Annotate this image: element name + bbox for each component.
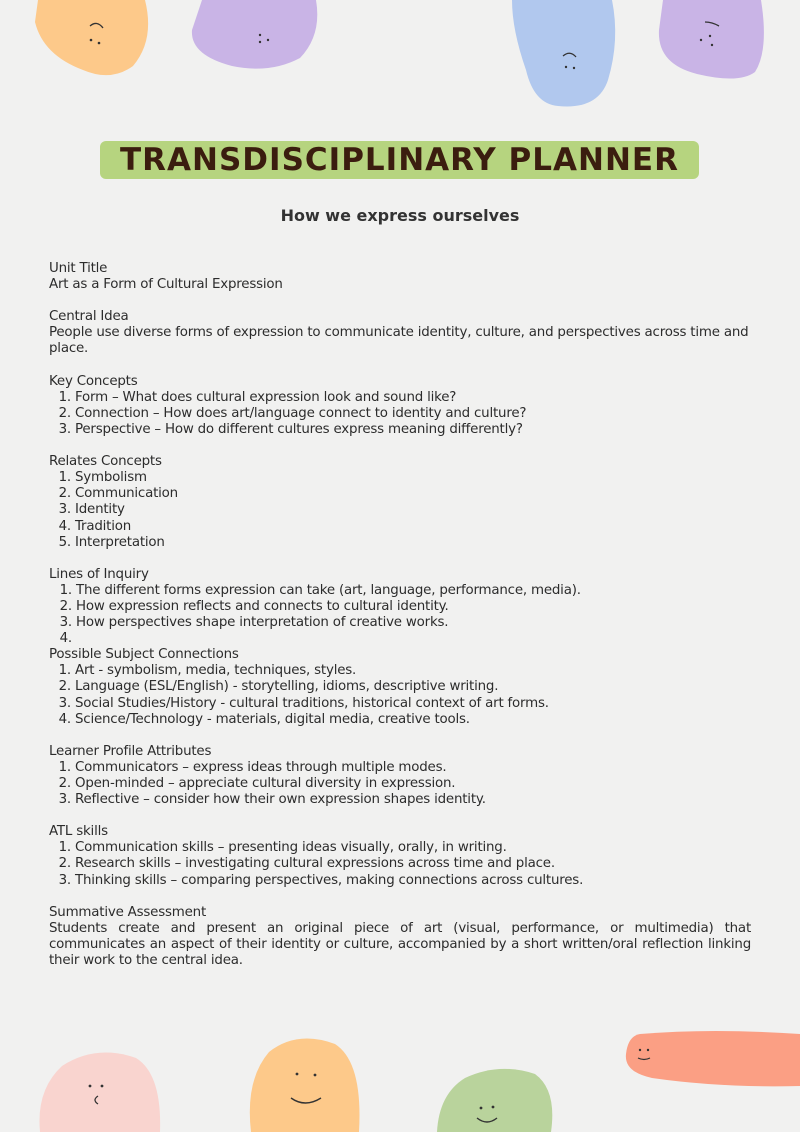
related-concepts-list	[49, 470, 751, 550]
key-concepts-label: Key Concepts	[49, 373, 138, 389]
related-concepts-section	[49, 454, 751, 551]
orange-blob-bottom	[247, 1036, 363, 1132]
list-item: 3. Perspective – How do different cultures express meaning differently?	[75, 422, 751, 438]
coral-blob-bottom-right	[622, 1030, 800, 1088]
summative-assessment-section	[49, 905, 751, 969]
purple-blob-top-right	[655, 0, 767, 82]
list-item: 1. Art - symbolism, media, techniques, styles.	[75, 663, 751, 679]
central-idea-label: Central Idea	[49, 309, 129, 325]
pink-blob-bottom-left	[36, 1050, 162, 1132]
lines-of-inquiry-label: Lines of Inquiry	[49, 566, 149, 582]
page-title: TRANSDISCIPLINARY PLANNER	[120, 141, 679, 178]
list-item: 2. How expression reflects and connects to cultural identity.	[76, 599, 751, 615]
lines-of-inquiry-section	[49, 567, 751, 647]
learner-profile-label: Learner Profile Attributes	[49, 743, 212, 759]
planner-content	[49, 261, 751, 985]
list-item: 1. The different forms expression can take (art, language, performance, media).	[76, 583, 751, 599]
list-item: 3. Reflective – consider how their own expression shapes identity.	[75, 792, 751, 808]
list-item: 1. Communicators – express ideas through multiple modes.	[75, 760, 751, 776]
title-banner	[100, 141, 699, 179]
list-item: 2. Open-minded – appreciate cultural diversity in expression.	[75, 776, 751, 792]
list-item: 3. Identity	[75, 502, 751, 518]
purple-blob-top-left	[190, 0, 320, 75]
unit-title-value: Art as a Form of Cultural Expression	[49, 277, 283, 293]
subject-connections-section	[49, 647, 751, 727]
list-item: 2. Research skills – investigating cultural expressions across time and place.	[75, 856, 751, 872]
list-item: 2. Communication	[75, 486, 751, 502]
lines-of-inquiry-list	[49, 583, 751, 647]
atl-skills-label: ATL skills	[49, 824, 108, 840]
unit-title-label: Unit Title	[49, 261, 108, 276]
atl-skills-list	[49, 840, 751, 888]
list-item: 1. Communication skills – presenting ideas visually, orally, in writing.	[75, 840, 751, 856]
learner-profile-section	[49, 744, 751, 808]
orange-blob-top-left	[33, 0, 153, 80]
subject-connections-list	[49, 663, 751, 727]
learner-profile-list	[49, 760, 751, 808]
list-item: 2. Language (ESL/English) - storytelling, idioms, descriptive writing.	[75, 679, 751, 695]
list-item: 3. Thinking skills – comparing perspectives, making connections across cultures.	[75, 873, 751, 889]
list-item: 1. Form – What does cultural expression look and sound like?	[75, 390, 751, 406]
list-item	[76, 631, 751, 647]
green-blob-bottom	[435, 1068, 555, 1132]
list-item: 1. Symbolism	[75, 470, 751, 486]
atl-skills-section	[49, 824, 751, 888]
key-concepts-section	[49, 374, 751, 438]
central-idea-value: People use diverse forms of expression to communicate identity, culture, and perspectives across time and place.	[49, 325, 749, 357]
list-item: 5. Interpretation	[75, 535, 751, 551]
list-item: 2. Connection – How does art/language connect to identity and culture?	[75, 406, 751, 422]
blue-blob-top-right	[508, 0, 620, 112]
list-item: 4. Science/Technology - materials, digital media, creative tools.	[75, 712, 751, 728]
list-item: 3. Social Studies/History - cultural traditions, historical context of art forms.	[75, 696, 751, 712]
subject-connections-label: Possible Subject Connections	[49, 647, 239, 663]
key-concepts-list	[49, 390, 751, 438]
list-item: 3. How perspectives shape interpretation of creative works.	[76, 615, 751, 631]
summative-assessment-label: Summative Assessment	[49, 904, 206, 920]
central-idea-section	[49, 309, 751, 357]
summative-assessment-value: Students create and present an original piece of art (visual, performance, or multimedia) that communicates an aspect of their identity or culture, accompanied by a short written/oral reflection linking their work to the central idea.	[49, 920, 751, 969]
list-item: 4. Tradition	[75, 519, 751, 535]
unit-title-section	[49, 261, 751, 293]
related-concepts-label: Relates Concepts	[49, 454, 162, 470]
page-subtitle: How we express ourselves	[280, 206, 520, 225]
